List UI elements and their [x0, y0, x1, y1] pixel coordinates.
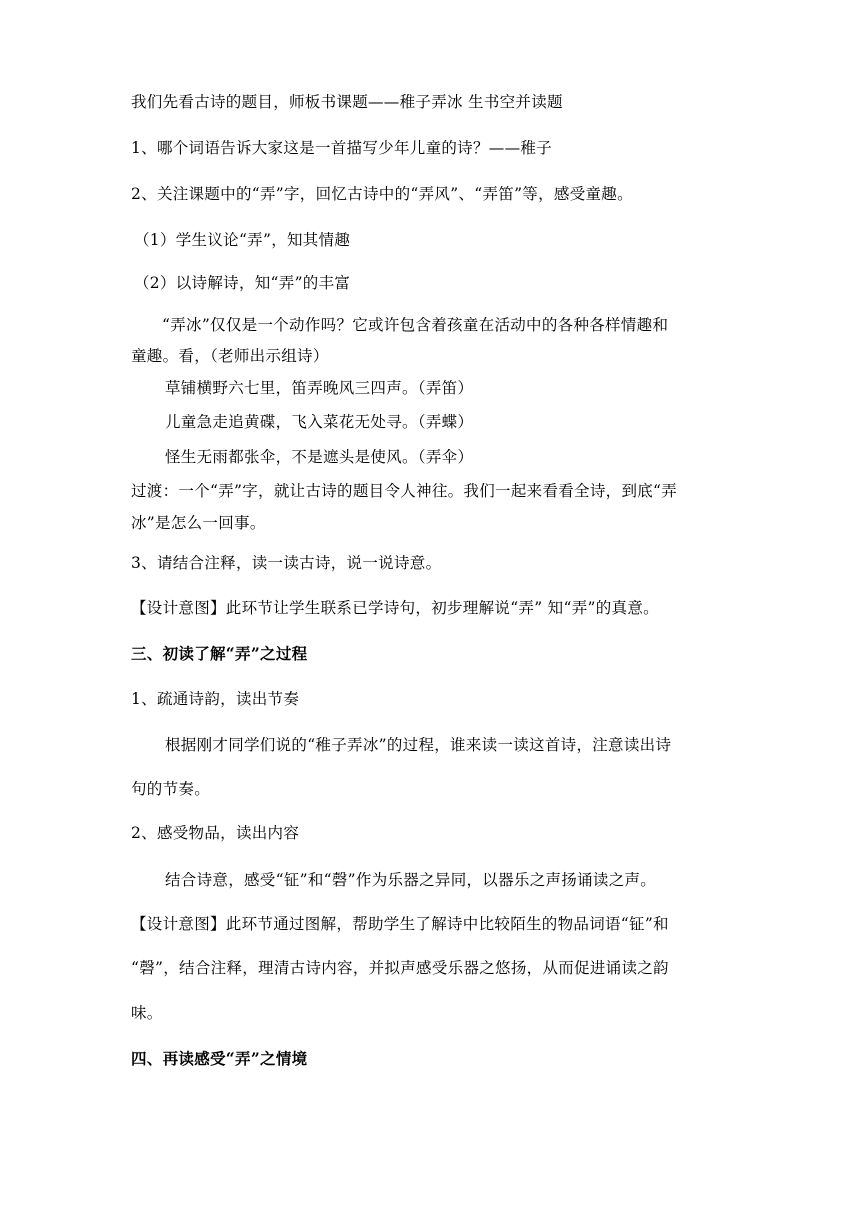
poem-line: 怪生无雨都张伞，不是遮头是使风。（弄伞） — [165, 448, 474, 466]
paragraph-line: 句的节奏。 — [131, 780, 211, 798]
design-intent: 【设计意图】此环节通过图解，帮助学生了解诗中比较陌生的物品词语“钲”和 — [131, 915, 669, 933]
section-heading-4: 四、再读感受“弄”之情境 — [131, 1049, 308, 1068]
transition-line: 冰”是怎么一回事。 — [131, 514, 266, 532]
step-1: 1、哪个词语告诉大家这是一首描写少年儿童的诗？——稚子 — [131, 139, 552, 157]
sub-step-1: （1）学生议论“弄”，知其情趣 — [134, 231, 351, 249]
intro-line: 我们先看古诗的题目，师板书课题——稚子弄冰 生书空并读题 — [131, 93, 563, 111]
paragraph-line: “弄冰”仅仅是一个动作吗？它或许包含着孩童在活动中的各种各样情趣和 — [162, 316, 669, 334]
design-intent: 味。 — [131, 1004, 163, 1022]
design-intent: “磬”，结合注释，理清古诗内容，并拟声感受乐器之悠扬，从而促进诵读之韵 — [131, 959, 669, 977]
step-2: 2、感受物品，读出内容 — [131, 824, 300, 842]
step-1: 1、疏通诗韵，读出节奏 — [131, 690, 300, 708]
section-heading-3: 三、初读了解“弄”之过程 — [131, 644, 308, 663]
poem-line: 草铺横野六七里，笛弄晚风三四声。（弄笛） — [165, 379, 474, 397]
poem-line: 儿童急走追黄碟，飞入菜花无处寻。（弄蝶） — [165, 413, 474, 431]
transition-line: 过渡：一个“弄”字，就让古诗的题目令人神往。我们一起来看看全诗，到底“弄 — [131, 482, 678, 500]
step-2: 2、关注课题中的“弄”字，回忆古诗中的“弄风”、“弄笛”等，感受童趣。 — [131, 185, 633, 203]
step-3: 3、请结合注释，读一读古诗，说一说诗意。 — [131, 554, 442, 572]
paragraph-line: 童趣。看，（老师出示组诗） — [131, 347, 329, 365]
paragraph-line: 根据刚才同学们说的“稚子弄冰”的过程，谁来读一读这首诗，注意读出诗 — [165, 736, 672, 754]
design-intent: 【设计意图】此环节让学生联系已学诗句，初步理解说“弄” 知“弄”的真意。 — [131, 599, 659, 617]
sub-step-2: （2）以诗解诗，知“弄”的丰富 — [134, 274, 351, 292]
paragraph-line: 结合诗意，感受“钲”和“磬”作为乐器之异同，以器乐之声扬诵读之声。 — [165, 871, 657, 889]
